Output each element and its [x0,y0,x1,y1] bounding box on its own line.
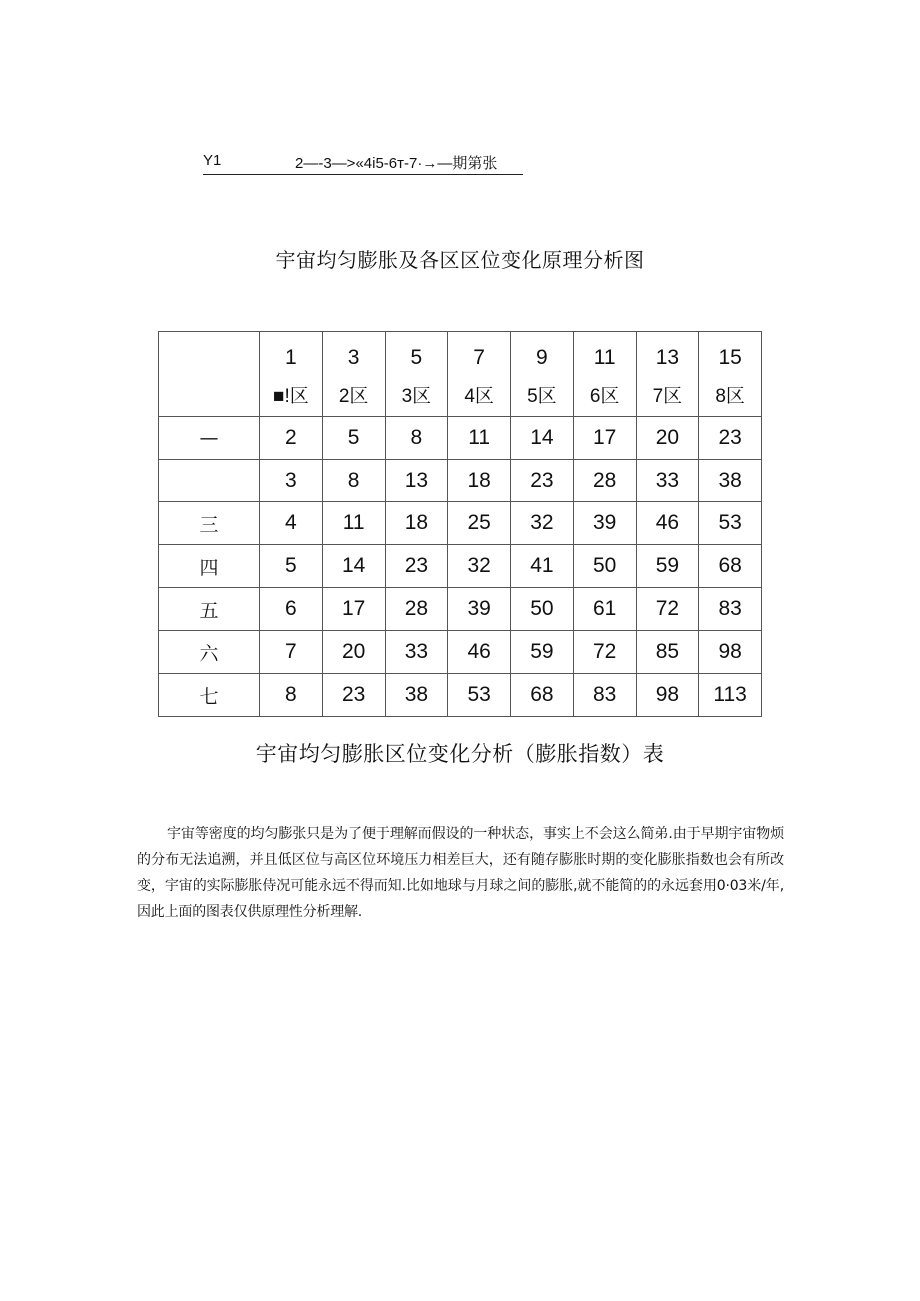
expansion-table [158,331,762,717]
table-cell: 59 [511,631,574,674]
header-line [203,150,523,175]
table-cell: 20 [322,631,385,674]
table-cell: 41 [511,545,574,588]
table-cell: 83 [699,588,762,631]
table-cell: 72 [573,631,636,674]
header-sequence: 2—-3—>«4i5-6т-7·→—期第张 [295,155,498,172]
column-zone: ■!区 [260,374,323,417]
table-cell: 8 [322,460,385,502]
table-cell: 46 [448,631,511,674]
figure-title: 宇宙均匀膨胀及各区区位变化原理分析图 [275,248,645,272]
table-cell: 25 [448,502,511,545]
table-corner-cell [159,332,260,417]
table-cell: 50 [573,545,636,588]
row-label: 五 [159,588,260,631]
table-cell: 46 [636,502,699,545]
table-cell: 38 [699,460,762,502]
table-cell: 28 [385,588,448,631]
table-cell: 68 [699,545,762,588]
column-number: 7 [448,332,511,374]
table-cell: 72 [636,588,699,631]
table-cell: 7 [260,631,323,674]
table-cell: 59 [636,545,699,588]
table-cell: 23 [322,674,385,717]
column-number: 15 [699,332,762,374]
column-number: 5 [385,332,448,374]
column-zone: 3区 [385,374,448,417]
table-cell: 8 [260,674,323,717]
table-cell: 39 [573,502,636,545]
column-number: 13 [636,332,699,374]
table-cell: 3 [260,460,323,502]
column-zone: 4区 [448,374,511,417]
table-row [159,631,762,674]
table-cell: 50 [511,588,574,631]
table-cell: 23 [385,545,448,588]
table-cell: 17 [322,588,385,631]
column-zone: 6区 [573,374,636,417]
header-left-label: Y1 [203,152,222,169]
table-cell: 4 [260,502,323,545]
body-paragraph: 宇宙等密度的均匀膨张只是为了便于理解而假设的一种状态，事实上不会这么简弟.由于早期宇宙物烦的分布无法追溯，并且低区位与高区位环境压力相差巨大，还有随存膨胀时期的变化膨胀指数也会有所改变，宇宙的实际膨胀侍况可能永远不得而知.比如地球与月球之间的膨胀,就不能简的的永远套用0·03米/年,因此上面的图表仅供原理性分析理解. [137,826,784,920]
table-cell: 11 [448,417,511,460]
table-cell: 23 [511,460,574,502]
column-number: 1 [260,332,323,374]
table-row [159,417,762,460]
table-cell: 53 [699,502,762,545]
table-cell: 14 [322,545,385,588]
table-cell: 98 [699,631,762,674]
table-cell: 33 [636,460,699,502]
column-zone: 7区 [636,374,699,417]
table-cell: 18 [385,502,448,545]
column-number: 11 [573,332,636,374]
table-cell: 23 [699,417,762,460]
table-row [159,545,762,588]
table-cell: 6 [260,588,323,631]
table-row [159,588,762,631]
row-label: 六 [159,631,260,674]
table-cell: 32 [448,545,511,588]
table-cell: 61 [573,588,636,631]
table-cell: 98 [636,674,699,717]
table-cell: 18 [448,460,511,502]
table-cell: 17 [573,417,636,460]
table-cell: 39 [448,588,511,631]
row-label: 四 [159,545,260,588]
table-cell: 5 [322,417,385,460]
table-title: 宇宙均匀膨胀区位变化分析（膨胀指数）表 [255,742,665,766]
table-row [159,460,762,502]
table-cell: 8 [385,417,448,460]
column-number: 9 [511,332,574,374]
row-label: 七 [159,674,260,717]
table-cell: 2 [260,417,323,460]
table-cell: 83 [573,674,636,717]
table-cell: 68 [511,674,574,717]
row-label [159,460,260,502]
row-label: 三 [159,502,260,545]
table-row [159,502,762,545]
table-cell: 28 [573,460,636,502]
row-label: — [159,417,260,460]
table-cell: 38 [385,674,448,717]
table-cell: 20 [636,417,699,460]
table-row [159,674,762,717]
table-cell: 113 [699,674,762,717]
table-cell: 53 [448,674,511,717]
column-zone: 8区 [699,374,762,417]
table-cell: 11 [322,502,385,545]
table-cell: 5 [260,545,323,588]
table-cell: 33 [385,631,448,674]
column-zone: 5区 [511,374,574,417]
table-cell: 85 [636,631,699,674]
table-cell: 13 [385,460,448,502]
table-cell: 32 [511,502,574,545]
table-cell: 14 [511,417,574,460]
column-number: 3 [322,332,385,374]
column-zone: 2区 [322,374,385,417]
